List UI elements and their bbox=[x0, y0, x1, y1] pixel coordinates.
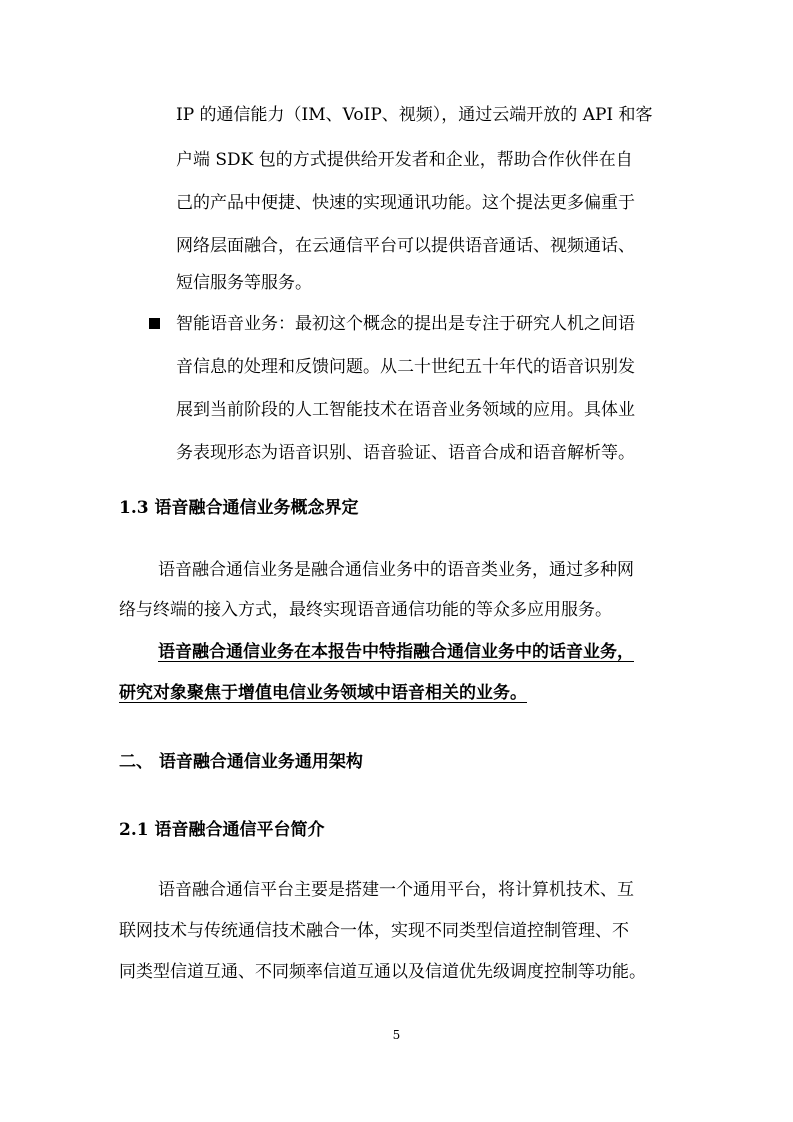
heading-2: 二、 语音融合通信业务通用架构 bbox=[119, 752, 363, 772]
section1-line-2: 户端 SDK 包的方式提供给开发者和企业，帮助合作伙伴在自 bbox=[176, 150, 633, 170]
section1-line-5: 短信服务等服务。 bbox=[176, 273, 312, 293]
section1-line-4: 网络层面融合，在云通信平台可以提供语音通话、视频通话、 bbox=[176, 236, 635, 256]
bullet-ai-line-3: 展到当前阶段的人工智能技术在语音业务领域的应用。具体业 bbox=[176, 400, 635, 420]
bullet-square-icon bbox=[149, 318, 160, 329]
para-2-1-line-1: 语音融合通信平台主要是搭建一个通用平台，将计算机技术、互 bbox=[158, 880, 634, 900]
bullet-ai-line-2: 音信息的处理和反馈问题。从二十世纪五十年代的语音识别发 bbox=[176, 357, 635, 377]
para-2-1-line-2: 联网技术与传统通信技术融合一体，实现不同类型信道控制管理、不 bbox=[119, 921, 629, 941]
section1-line-3: 己的产品中便捷、快速的实现通讯功能。这个提法更多偏重于 bbox=[176, 193, 635, 213]
para-2-1-line-3: 同类型信道互通、不同频率信道互通以及信道优先级调度控制等功能。 bbox=[119, 962, 646, 982]
bullet-ai-line-1: 智能语音业务：最初这个概念的提出是专注于研究人机之间语 bbox=[176, 314, 635, 334]
section1-line-1: IP 的通信能力（IM、VoIP、视频），通过云端开放的 API 和客 bbox=[176, 105, 653, 125]
emphasis-line-2: 研究对象聚焦于增值电信业务领域中语音相关的业务。 bbox=[119, 683, 527, 703]
heading-1-3: 1.3 语音融合通信业务概念界定 bbox=[119, 498, 359, 518]
para-1-3-line-2: 络与终端的接入方式，最终实现语音通信功能的等众多应用服务。 bbox=[119, 600, 612, 620]
bullet-ai-line-4: 务表现形态为语音识别、语音验证、语音合成和语音解析等。 bbox=[176, 443, 635, 463]
emphasis-line-1: 语音融合通信业务在本报告中特指融合通信业务中的话音业务， bbox=[158, 642, 634, 662]
page-number: 5 bbox=[392, 1028, 401, 1042]
heading-2-1: 2.1 语音融合通信平台简介 bbox=[119, 820, 325, 840]
para-1-3-line-1: 语音融合通信业务是融合通信业务中的语音类业务，通过多种网 bbox=[158, 560, 634, 580]
